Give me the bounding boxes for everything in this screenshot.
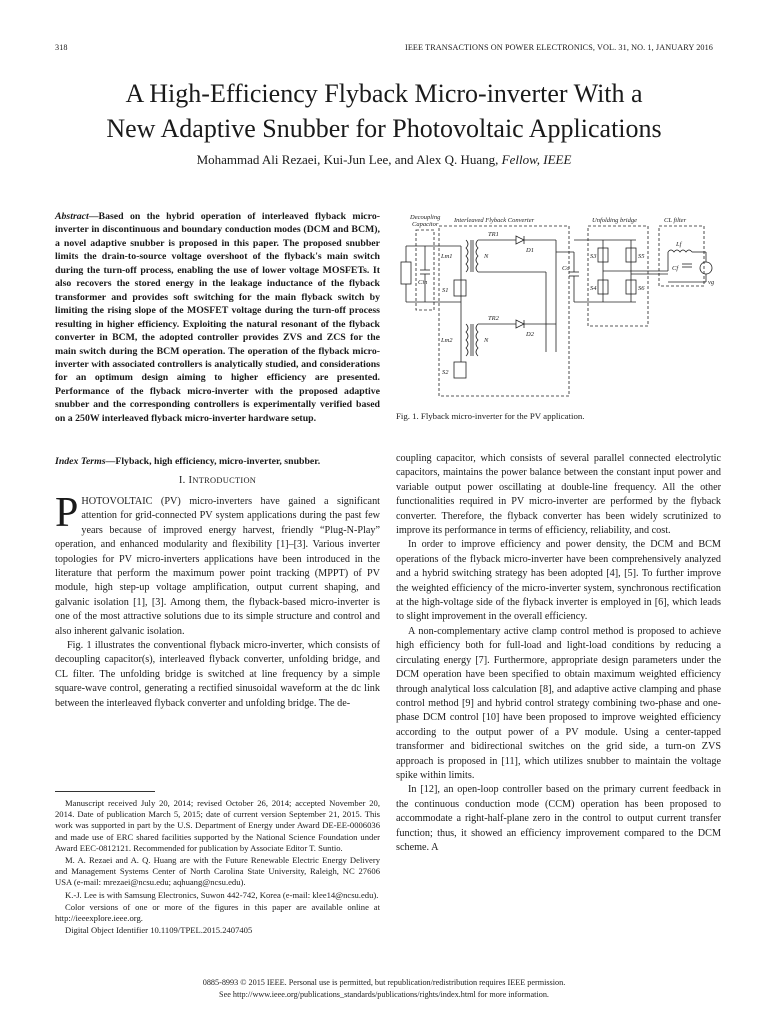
page-number: 318 (55, 43, 68, 52)
figure-1-schematic (396, 212, 726, 402)
label-flyback: Interleaved Flyback Converter (454, 217, 535, 224)
author-names: Mohammad Ali Rezaei, Kui-Jun Lee, and Alex Q. Huang, (196, 152, 499, 167)
transformer-1-primary (466, 240, 468, 272)
footnote: Digital Object Identifier 10.1109/TPEL.2015.2407405 (65, 925, 253, 936)
index-terms-text: —Flyback, high efficiency, micro-inverter, snubber. (105, 456, 321, 467)
label-cin: Cin (418, 279, 428, 286)
index-terms (55, 455, 380, 468)
author-suffix: Fellow, IEEE (501, 152, 572, 167)
footnote-rule (55, 791, 155, 792)
label-lm2: Lm2 (441, 337, 453, 344)
transformer-2-primary (466, 324, 468, 356)
paragraph (55, 490, 380, 639)
label-tr2: TR2 (488, 315, 499, 322)
title-line-2: New Adaptive Snubber for Photovoltaic Applications (106, 114, 662, 143)
paragraph: coupling capacitor, which consists of several parallel connected electrolytic capacitors, maintains the power balance between the constant input power and variable output power oscillating at double-line frequency. All the other functionalities required in PV micro-inverter are performed by the flyback converter. Therefore, the flyback converter has been widely scrutinized to improve its performance in terms of efficiency, reliability, and cost. (396, 453, 721, 537)
dropcap: P (55, 490, 79, 536)
footnotes (55, 798, 380, 937)
filter-box (659, 226, 704, 286)
section-title-first: I (188, 475, 193, 486)
pv-panel-icon (401, 262, 411, 284)
inductor-lf-icon (668, 250, 692, 252)
left-column-body (55, 490, 380, 711)
diode-d1-icon (516, 236, 524, 244)
copyright-line-2: See http://www.ieee.org/publications_standards/publications/rights/index.html for more information. (219, 990, 549, 999)
paragraph: In order to improve efficiency and power density, the DCM and BCM operations of the flyback micro-inverter have been comprehensively analyzed and a hybrid switching strategy has been adopted [4], [5]. To further improve the weighted efficiency of the micro-inverter system, synchronous rectification at the high-voltage side of the flyback inverter is employed in [6], which leads to slight improvement in the overall efficiency. (396, 539, 721, 623)
label-s1: S1 (442, 287, 449, 294)
grid-source-icon (700, 262, 712, 274)
paper-title (40, 76, 728, 146)
label-s2: S2 (442, 369, 449, 376)
label-s5: S5 (638, 253, 645, 260)
journal-header: IEEE TRANSACTIONS ON POWER ELECTRONICS, VOL. 31, NO. 1, JANUARY 2016 (405, 43, 713, 52)
abstract-text: —Based on the hybrid operation of interleaved flyback micro-inverter in discontinuous and boundary conduction modes (DCM and BCM), a novel adaptive snubber is proposed in this paper. The proposed snubber limits the drain-to-source voltage overshoot of the flyback's main switch during the turn-off process, enabling the use of lower voltage MOSFETs. It also recovers the stored energy in the leakage inductance of the flyback transformer and provides soft switching for the main flyback switch by limiting the rising slope of the MOSFET voltage during the turn-off process resulting in higher efficiency. Exploiting the natural resonant of the flyback converter in BCM, the adopted controller provides ZVS and ZCS for the main switch during the BCM operation. The operation of the flyback micro-inverter with associated controllers is analytically studied, and considerations for an optimum design aiming to higher efficiency are presented. Performance of the flyback micro-inverter with the proposed adaptive snubber and the corresponding controllers is experimentally verified based on a 250W interleaved flyback micro-inverter hardware setup. (55, 211, 380, 424)
footnote: Manuscript received July 20, 2014; revised October 26, 2014; accepted November 20, 2014. Date of publication March 5, 2015; date of current version September 21, 2015. This work was supported in part by the U.S. Department of Energy under Award DE-EE-0006036 and made use of ERC shared facilities supported by the National Science Foundation under Award EEC-0812121. Recommended for publication by Associate Editor T. Suntio. (55, 798, 380, 853)
label-capacitor: Capacitor (412, 221, 439, 228)
copyright-line-1: 0885-8993 © 2015 IEEE. Personal use is permitted, but republication/redistribution requires IEEE permission. (202, 978, 566, 987)
paragraph-text: HOTOVOLTAIC (PV) micro-inverters have gained a significant attention for grid-connected PV system applications during the past few years because of improved energy harvest, friendly “Plug-N-Play” operation, and enhanced modularity and flexibility [1]–[3]. Various inverter topologies for PV micro-inverters applications have been introduced in the literature that perform the maximum power point tracking (MPPT) of PV module, high step-up voltage amplification, output current shaping, and galvanic isolation [1], [3]. Among them, the flyback-based micro-inverter is one of the most attractive solutions due to its simple structure and control and also inherent galvanic isolation. (55, 496, 380, 637)
label-lm1: Lm1 (441, 253, 453, 260)
paragraph: A non-complementary active clamp control method is proposed to achieve high efficiency both for full-load and light-load conditions by reducing a circulating energy [7]. Furthermore, appropriate design parameters under the DCM operation have been specified to obtain maximum weighted efficiency through analytical loss calculation [8], and adaptive active clamping and phase control method [9] and hybrid control strategy combining two-phase and one-phase DCM control [10] have been proposed to improve weighted efficiency according to the output power of a PV module. Using a center-tapped transformer and bidirectional switches on the grid side, a turn-on ZVS approach is proposed in [11], which utilizes snubber to maintain the voltage spike within limits. (396, 625, 721, 781)
label-n1: N (484, 253, 489, 260)
author-list (40, 152, 728, 168)
unfolding-box (588, 226, 648, 326)
label-cf: Cf (672, 265, 679, 272)
section-number: I. (178, 475, 186, 486)
label-co: Co (562, 265, 570, 272)
label-unfolding: Unfolding bridge (592, 217, 637, 224)
section-heading (55, 475, 380, 486)
copyright-notice (40, 977, 728, 1001)
paragraph: Fig. 1 illustrates the conventional flyback micro-inverter, which consists of decoupling capacitor(s), interleaved flyback converter, unfolding bridge, and CL filter. The unfolding bridge is switched at line frequency by a simple square-wave control, generating a rectified sinusoidal waveform at the dc link between the interleaved flyback converter and unfolding bridge. The de- (55, 640, 380, 709)
figure-1-caption: Fig. 1. Flyback micro-inverter for the PV application. (396, 411, 585, 421)
label-n2: N (484, 337, 489, 344)
diode-d2-icon (516, 320, 524, 328)
index-terms-label: Index Terms (55, 456, 106, 467)
label-filter: CL filter (664, 217, 687, 224)
switch-s1-icon (454, 280, 466, 296)
label-s3: S3 (590, 253, 597, 260)
abstract-label: Abstract (55, 211, 89, 222)
transformer-2-secondary (476, 324, 478, 356)
label-vg: vg (708, 279, 715, 286)
transformer-1-secondary (476, 240, 478, 272)
title-line-1: A High-Efficiency Flyback Micro-inverter With a (125, 79, 643, 108)
flyback-box (439, 226, 569, 396)
label-s6: S6 (638, 285, 645, 292)
paragraph: In [12], an open-loop controller based on the primary current feedback in the continuous conduction mode (CCM) operation has been proposed to accommodate a right-half-plane zero in the control to output current transfer function; thus, it showed an efficiency improvement compared to the DCM scheme. A (396, 784, 721, 853)
label-decoupling: Decoupling (410, 214, 441, 221)
label-d1: D1 (526, 247, 534, 254)
label-tr1: TR1 (488, 231, 499, 238)
right-column-body (396, 452, 721, 855)
footnote: Color versions of one or more of the figures in this paper are available online at http://ieeexplore.ieee.org. (55, 901, 380, 924)
label-s4: S4 (590, 285, 597, 292)
abstract (55, 210, 380, 425)
section-title-rest: NTRODUCTION (192, 476, 257, 485)
label-d2: D2 (526, 331, 534, 338)
switch-s2-icon (454, 362, 466, 378)
footnote: M. A. Rezaei and A. Q. Huang are with the Future Renewable Electric Energy Delivery and Management Systems Center of North Carolina State University, Raleigh, NC 27606 USA (e-mail: mrezaei@ncsu.edu; aqhuang@ncsu.edu). (55, 855, 380, 888)
footnote: K.-J. Lee is with Samsung Electronics, Suwon 442-742, Korea (e-mail: klee14@ncsu.edu). (65, 889, 379, 900)
label-lf: Lf (676, 241, 682, 248)
